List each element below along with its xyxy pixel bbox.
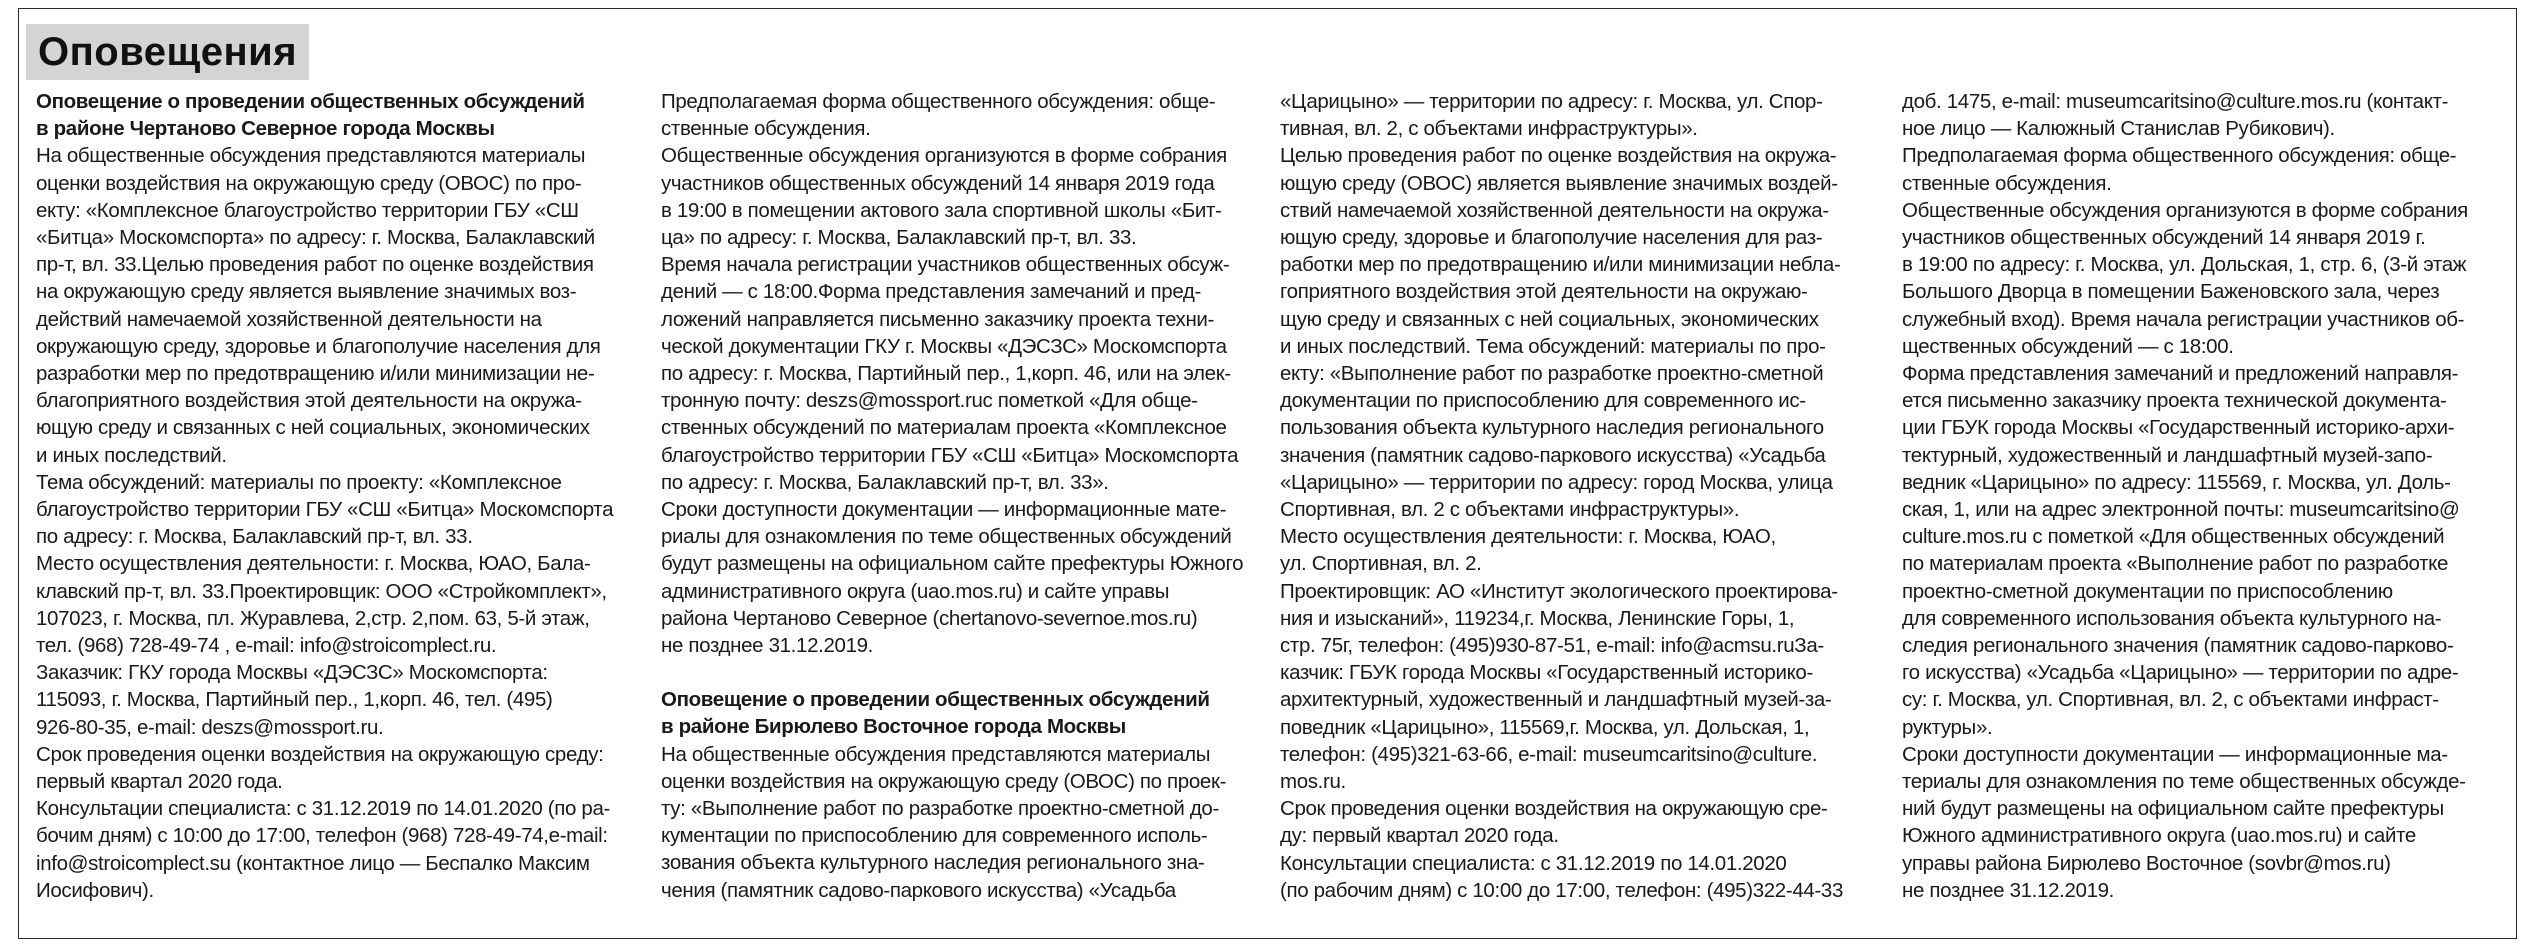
- notice-1-paragraph: Заказчик: ГКУ города Москвы «ДЭСЗС» Москомспорта: 115093, г. Москва, Партийный пер., 1,корп. 46, тел. (495) 926-80-35, e-mail: deszs@mossport.ru.: [36, 661, 553, 739]
- notice-2-title: Оповещение о проведении общественных обсуждений в районе Бирюлево Восточное города Москвы: [661, 688, 1210, 739]
- notice-1-paragraph: Место осуществления деятельности: г. Москва, ЮАО, Бала- клавский пр-т, вл. 33.Проектировщик: ООО «Стройкомплект», 107023, г. Москва, пл. Журавлева, 2,стр. 2,пом. 63, 5-й этаж, тел. (968) 728-49-74 , e-mail: info@stroicomplect.ru.: [36, 552, 607, 658]
- notice-2-paragraph: Консультации специалиста: с 31.12.2019 по 14.01.2020 (по рабочим дням) с 10:00 до 17:00, телефон: (495)322-44-33: [1280, 851, 1844, 902]
- notice-1-paragraph: Тема обсуждений: материалы по проекту: «Комплексное благоустройство территории ГБУ «СШ «Битца» Москомспорта по адресу: г. Москва, Балаклавский пр-т, вл. 33.: [36, 470, 614, 549]
- notice-2-paragraph: На общественные обсуждения представляются материалы оценки воздействия на окружающую среду (ОВОС) по проек- ту: «Выполнение работ по разработке проектно-сметной до- кументации по приспособлению для современного исполь- зования объекта культурного наследия регионального зна- чения (памятник садово-паркового искусства) «Усадьба: [661, 742, 1227, 902]
- notice-2-paragraph: Место осуществления деятельности: г. Москва, ЮАО, ул. Спортивная, вл. 2.: [1280, 525, 1776, 576]
- column-1: [36, 88, 646, 904]
- notice-2-paragraph: Общественные обсуждения организуются в форме собрания участников общественных обсуждений 14 января 2019 г. в 19:00 по адресу: г. Москва, ул. Дольская, 1, стр. 6, (3-й этаж Большого Дворца в помещении Баженовского зала, через служебный вход). Время начала регистрации участников об- щественных обсуждений — с 18:00.: [1902, 198, 2468, 358]
- notice-2-paragraph: Предполагаемая форма общественного обсуждения: обще- ственные обсуждения.: [1902, 144, 2457, 195]
- page-heading: Оповещения: [38, 29, 298, 74]
- notice-1-title: Оповещение о проведении общественных обсуждений в районе Чертаново Северное города Москвы: [36, 90, 585, 141]
- notice-1-paragraph: Время начала регистрации участников общественных обсуж- дений — с 18:00.Форма представления замечаний и пред- ложений направляется письменно заказчику проекта техни- ческой документации ГКУ г. Москвы «ДЭСЗС» Москомспорта по адресу: г. Москва, Партийный пер., 1,корп. 46, или на элек- тронную почту: deszs@mossport.ruc пометкой «Для обще- ственных обсуждений по материалам проекта «Комплексное благоустройство территории ГБУ «СШ «Битца» Москомспорта по адресу: г. Москва, Балаклавский пр-т, вл. 33».: [661, 253, 1239, 494]
- notice-1-paragraph: Сроки доступности документации — информационные мате- риалы для ознакомления по теме общественных обсуждений будут размещены на официальном сайте префектуры Южного административного округа (uao.mos.ru) и сайте управы района Чертаново Северное (chertanovo-severnoe.mos.ru) не позднее 31.12.2019.: [661, 498, 1244, 658]
- notice-1-paragraph: Предполагаемая форма общественного обсуждения: обще- ственные обсуждения.: [661, 90, 1216, 141]
- notice-2-paragraph: Срок проведения оценки воздействия на окружающую сре- ду: первый квартал 2020 года.: [1280, 797, 1828, 848]
- notice-2-paragraph: Сроки доступности документации — информационные ма- териалы для ознакомления по теме общественных обсужде- ний будут размещены на официальном сайте префектуры Южного административного округа (uao.mos.ru) и сайте управы района Бирюлево Восточное (sovbr@mos.ru) не позднее 31.12.2019.: [1902, 742, 2466, 902]
- notice-1-paragraph: Консультации специалиста: с 31.12.2019 по 14.01.2020 (по ра- бочим дням) с 10:00 до 17:00, телефон (968) 728-49-74,e-mail: info@stroicomplect.su (контактное лицо — Беспалко Максим Иосифович).: [36, 797, 611, 902]
- column-4: [1902, 88, 2512, 904]
- notice-1-paragraph: Срок проведения оценки воздействия на окружающую среду: первый квартал 2020 года.: [36, 742, 604, 794]
- column-2: [661, 88, 1271, 904]
- notice-2-paragraph: доб. 1475, e-mail: museumcaritsino@culture.mos.ru (контакт- ное лицо — Калюжный Станислав Рубикович).: [1902, 90, 2449, 141]
- heading-box: [26, 24, 309, 80]
- notice-2-paragraph: Целью проведения работ по оценке воздействия на окружа- ющую среду (ОВОС) является выявление значимых воздей- ствий намечаемой хозяйственной деятельности на окружа- ющую среду, здоровье и благополучие населения для раз- работки мер по предотвращению и/или минимизации небла- гоприятного воздействия этой деятельности на окружаю- щую среду и связанных с ней социальных, экономических и иных последствий. Тема обсуждений: материалы по про- екту: «Выполнение работ по разработке проектно-сметной документации по приспособлению для современного ис- пользования объекта культурного наследия регионального значения (памятник садово-паркового искусства) «Усадьба «Царицыно» — территории по адресу: город Москва, улица Спортивная, вл. 2 с объектами инфраструктуры».: [1280, 144, 1841, 522]
- notice-2-paragraph: «Царицыно» — территории по адресу: г. Москва, ул. Спор- тивная, вл. 2, с объектами инфраструктуры».: [1280, 90, 1823, 141]
- notice-1-paragraph: На общественные обсуждения представляются материалы оценки воздействия на окружающую среду (ОВОС) по про- екту: «Комплексное благоустройство территории ГБУ «СШ «Битца» Москомспорта» по адресу: г. Москва, Балаклавский пр-т, вл. 33.Целью проведения работ по оценке воздействия на окружающую среду является выявление значимых воз- действий намечаемой хозяйственной деятельности на окружающую среду, здоровье и благополучие населения для разработки мер по предотвращению и/или минимизации не- благоприятного воздействия этой деятельности на окружа- ющую среду и связанных с ней социальных, экономических и иных последствий.: [36, 144, 601, 467]
- notice-2-paragraph: Проектировщик: АО «Институт экологического проектирова- ния и изысканий», 119234,г. Москва, Ленинские Горы, 1, стр. 75г, телефон: (495)930-87-51, e-mail: info@acmsu.ruЗа- казчик: ГБУК города Москвы «Государственный историко- архитектурный, художественный и ландшафтный музей-за- поведник «Царицыно», 115569,г. Москва, ул. Дольская, 1, телефон: (495)321-63-66, e-mail: museumcaritsino@culture. mos.ru.: [1280, 579, 1838, 794]
- notice-separator: [661, 659, 1271, 686]
- notice-2-paragraph: Форма представления замечаний и предложений направля- ется письменно заказчику проекта технической документа- ции ГБУК города Москвы «Государственный историко-архи- тектурный, художественный и ландшафтный музей-запо- ведник «Царицыно» по адресу: 115569, г. Москва, ул. Доль- ская, 1, или на адрес электронной почты: museumcaritsino@ culture.mos.ru с пометкой «Для общественных обсуждений по материалам проекта «Выполнение работ по разработке проектно-сметной документации по приспособлению для современного использования объекта культурного на- следия регионального значения (памятник садово-парково- го искусства) «Усадьба «Царицыно» — территории по адре- су: г. Москва, ул. Спортивная, вл. 2, с объектами инфраст- руктуры».: [1902, 362, 2460, 739]
- column-3: [1280, 88, 1890, 904]
- notice-1-paragraph: Общественные обсуждения организуются в форме собрания участников общественных обсуждений 14 января 2019 года в 19:00 в помещении актового зала спортивной школы «Бит- ца» по адресу: г. Москва, Балаклавский пр-т, вл. 33.: [661, 144, 1227, 250]
